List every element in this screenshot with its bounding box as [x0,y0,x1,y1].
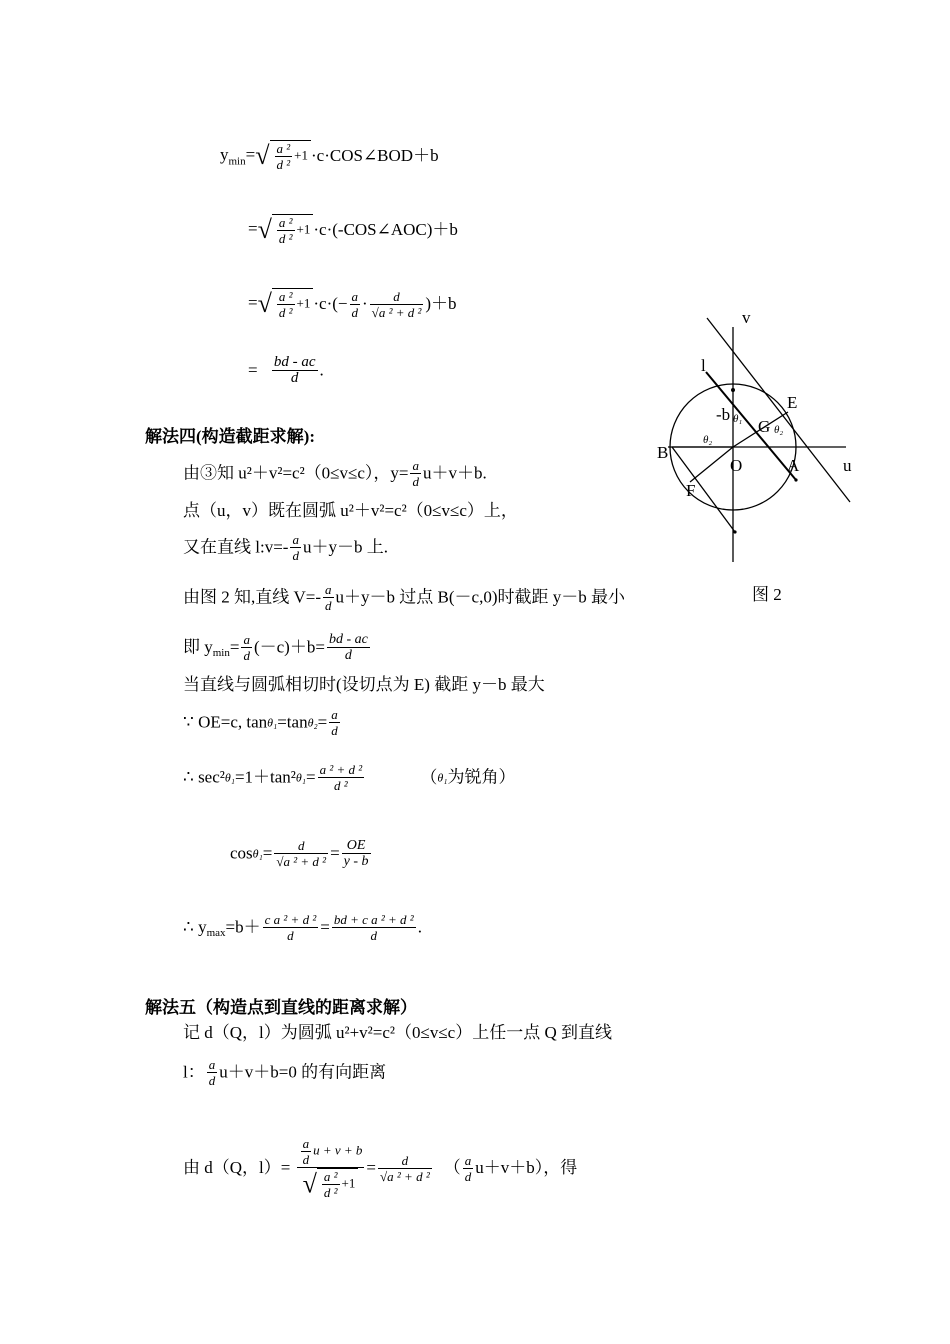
fraction: $\frac{a}{d}$ [292,532,299,563]
method4-p5: 即 $y_{min}=$ $\frac{a}{d}$ (－c)＋b= $\frac{bd - ac}{d}$ [183,632,368,663]
label-A: A [787,456,800,475]
fraction: $\frac{a}{d}$ [351,288,358,320]
method5-p3: 由 d（Q，l）= $\frac{a}{d}$ u + v + b √ $\frac{\text{a ²}}{\text{d ²}}$ +1 = $\frac{d}{\text{√a ² + d ²}}$ （ $\frac{a}{d}$ u＋v＋b），得 [183,1136,578,1200]
ymin-line-3: =√ $\frac{\text{a ²}}{\text{d ²}}$ +1 ·c·(− $\frac{a}{d}$ · $\frac{d}{\text{√a ² + d ²}}$ )＋b [248,288,457,320]
method4-p6: 当直线与圆弧相切时(设切点为 E) 截距 y－b 最大 [183,675,545,694]
method4-p9: cosθ₁= $\frac{d}{\text{√a ² + d ²}}$ = $\frac{OE}{y - b}$ [230,838,369,869]
fraction: $\frac{bd - ac}{d}$ [273,354,316,386]
method5-p2: l： $\frac{a}{d}$ u＋v＋b=0 的有向距离 [183,1057,387,1088]
fraction: $\frac{d}{\text{√a ² + d ²}}$ [276,838,327,869]
point-end-2 [733,530,736,533]
method4-p4: 由图 2 知,直线 V=- $\frac{a}{d}$ u＋y－b 过点 B(－c,0)时截距 y－b 最小 [183,582,625,613]
fraction: $\frac{bd - ac}{d}$ [328,632,368,663]
fraction: $\frac{\text{a ² + d ²}}{\text{d ²}}$ [319,762,363,793]
method4-p3: 又在直线 l:v=- $\frac{a}{d}$ u＋y－b 上. [183,532,388,563]
fraction: $\frac{d}{\text{√a ² + d ²}}$ [380,1152,430,1184]
fraction: $\frac{a}{d}$ [208,1057,216,1088]
method4-p2: 点（u，v）既在圆弧 u²＋v²=c²（0≤v≤c）上， [183,501,518,520]
label-theta1: θ₁ [733,413,743,425]
fraction: $\frac{a}{d}$ [243,632,250,663]
label-l: l [701,356,706,375]
ymin-line-4: = $\frac{bd - ac}{d}$ . [248,354,324,386]
label-O: O [730,456,743,475]
label-F: F [686,481,696,500]
label-neg-b: -b [716,405,731,424]
sqrt-expression: √ $\frac{\text{a ²}}{\text{d ²}}$ +1 [255,140,311,172]
distance-fraction: $\frac{a}{d}$ u + v + b √ $\frac{\text{a ²}}{\text{d ²}}$ +1 [297,1136,365,1200]
fraction: $\frac{\text{c a ² + d ²}}{d}$ [264,912,317,943]
point-intercept [731,388,735,392]
ymin-line-1: $y_{min}=√$ $\frac{\text{a ²}}{\text{d ²}}$ +1 ·c·COS∠BOD＋b [220,141,439,172]
figure-caption: 图 2 [752,585,782,604]
method5-heading: 解法五（构造点到直线的距离求解） [145,998,417,1017]
fraction: $\frac{d}{\text{√a ² + d ²}}$ [371,288,422,320]
method4-heading: 解法四(构造截距求解): [145,427,315,446]
segment-of [690,447,733,482]
sqrt-expression: √ $\frac{\text{a ²}}{\text{d ²}}$ +1 [258,214,314,246]
method5-p1: 记 d（Q，l）为圆弧 u²+v²=c²（0≤v≤c）上任一点 Q 到直线 [183,1023,612,1042]
ymin-line-2: =√ $\frac{\text{a ²}}{\text{d ²}}$ +1 ·c·(-COS∠AOC)＋b [248,215,458,246]
method4-p7: ∵ OE=c, tanθ₁=tanθ₂= $\frac{a}{d}$ [183,707,338,738]
fraction: $\frac{OE}{y - b}$ [343,838,369,869]
label-G: G [758,417,771,436]
method4-p1: 由③知 u²＋v²=c²（0≤v≤c），y= $\frac{a}{d}$ u＋v＋b. [183,458,487,489]
label-E: E [787,393,798,412]
fraction: $\frac{\text{bd + c a ² + d ²}}{d}$ [333,912,414,943]
fraction: $\frac{a}{d}$ [464,1152,472,1184]
label-theta2: θ₂ [703,434,713,446]
label-u: u [843,456,852,475]
label-v: v [742,308,751,327]
method4-p8: ∴ sec²θ₁=1＋tan²θ₁= $\frac{\text{a ² + d ²}}{\text{d ²}}$ （θ₁为锐角） [183,762,516,793]
fraction: $\frac{a}{d}$ [325,582,332,613]
label-B: B [657,443,669,462]
line-bf [672,447,735,532]
method4-p10: ∴ $y_{max}=b+$ $\frac{\text{c a ² + d ²}}{d}$ = $\frac{\text{bd + c a ² + d ²}}{d}$ . [183,912,422,943]
fraction: $\frac{a}{d}$ [331,707,338,738]
point-end [794,478,797,481]
label-theta2-b: θ₂ [774,424,784,436]
fraction: $\frac{a}{d}$ [412,458,419,489]
sqrt-expression: √ $\frac{\text{a ²}}{\text{d ²}}$ +1 [258,288,314,320]
